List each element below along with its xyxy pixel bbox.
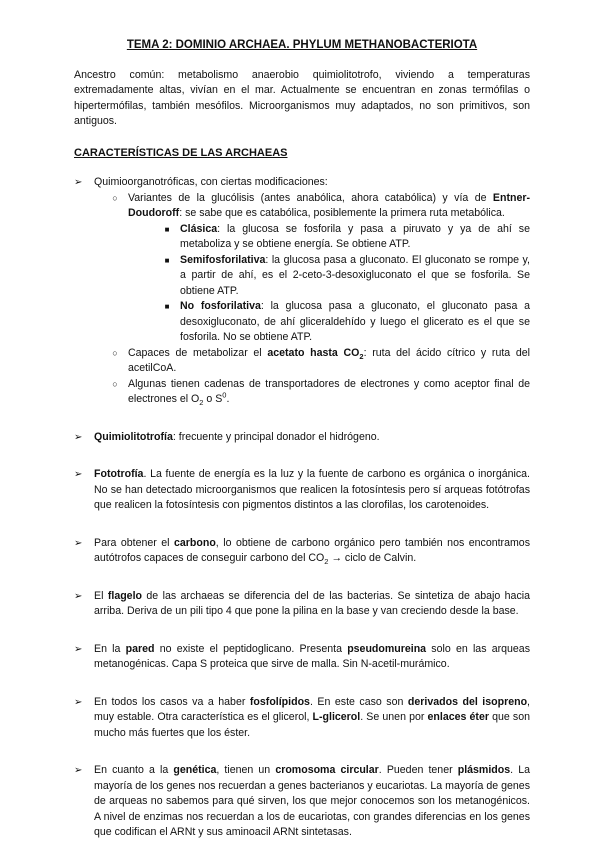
sub-list-item-text: Algunas tienen cadenas de transportadores de electrones y como aceptor final de electrones el $O_2$ o $S^0$. [128,377,530,408]
list-item [74,430,530,446]
hollow-circle-bullet-icon: ○ [112,192,118,203]
sub-list-item [94,346,530,377]
arrowhead-bullet-icon: ➢ [74,177,83,188]
filled-square-bullet-icon: ■ [164,224,170,234]
list-item-text: El flagelo de las archaeas se diferencia del de las bacterias. Se sintetiza de abajo hacia arriba. Deriva de un pili tipo 4 que pone la pilina en la base y van creciendo desde la base. [94,589,530,617]
section-heading: CARACTERÍSTICAS DE LAS ARCHAEAS [74,146,288,159]
list-item [74,175,530,191]
arrowhead-bullet-icon: ➢ [74,431,83,443]
arrowhead-bullet-icon: ➢ [74,537,83,549]
arrowhead-bullet-icon: ➢ [74,696,83,708]
list-item-text: En todos los casos va a haber fosfolípidos. En este caso son derivados del isopreno, muy estable. Otra característica es el glicerol, L-glicerol. Se unen por enlaces éter que son mucho más fuertes que los éster. [94,695,530,739]
list-item [74,763,530,841]
sub-sub-list-item [154,253,530,300]
arrowhead-bullet-icon: ➢ [74,590,83,602]
sub-sub-list-item-text: Semifosforilativa: la glucosa pasa a gluconato. El gluconato se rompe y, a partir de ahí, es el 2-ceto-3-desoxigluconato el que se fosforila. Se obtiene ATP. [180,253,530,297]
list-item-text: Para obtener el carbono, lo obtiene de carbono orgánico pero también nos encontramos autótrofos capaces de conseguir carbono del $CO_2$ → ciclo de Calvin. [94,536,530,567]
list-item [74,695,530,742]
sub-sub-list-item [154,299,530,346]
sub-sub-list-item-text: Clásica: la glucosa se fosforila y pasa a piruvato y ya de ahí se metaboliza y se obtiene energía. Se obtiene ATP. [180,222,530,250]
list-item [74,467,530,514]
list-item [74,536,530,567]
sub-list-item-text: Variantes de la glucólisis (antes anabólica, ahora catabólica) y vía de Entner-Doudoroff: se sabe que es catabólica, posiblemente la primera ruta metabólica. [128,191,530,219]
page-title: TEMA 2: DOMINIO ARCHAEA. PHYLUM METHANOBACTERIOTA [126,39,478,51]
filled-square-bullet-icon: ■ [164,302,170,311]
sub-sub-list-item [154,222,530,253]
list-item-text: Fototrofía. La fuente de energía es la luz y la fuente de carbono es orgánica o inorgánica. No se han detectado microorganismos que realicen la fotosíntesis pero sí arqueas fotótrofas que realicen la fotosíntesis con pigmentos distintos a las clorofilas, los carotenoides. [94,468,530,511]
list-item-text: Quimioorganotróficas, con ciertas modificaciones: [94,176,328,188]
list-item-text: En cuanto a la genética, tienen un cromosoma circular. Pueden tener plásmidos. La mayoría de los genes nos recuerdan a genes bacterianos y eucariotas. La mayoría de genes de arqueas no sabemos para qué sirven, los que mejor conocemos son los metanogénicos. A nivel de enzimas nos recuerdan a los de eucariotas, con grandes diferencias en los genes que codifican el ARNt y sus aminoacil ARNt sintetasas. [94,764,530,838]
sub-list-item-text: Capaces de metabolizar el acetato hasta $CO_2$: ruta del ácido cítrico y ruta del acetilCoA. [128,346,531,374]
arrowhead-bullet-icon: ➢ [74,469,83,480]
sub-sub-list-item-text: No fosforilativa: la glucosa pasa a gluconato, el gluconato pasa a desoxigluconato, de ahí gliceraldehído y luego el glicerato es el que se fosforila. No se obtiene ATP. [180,300,530,343]
sub-list-item [94,377,530,408]
hollow-circle-bullet-icon: ○ [112,347,118,358]
hollow-circle-bullet-icon: ○ [112,378,118,389]
list-item-text: Quimiolitotrofía: frecuente y principal donador el hidrógeno. [94,430,380,443]
filled-square-bullet-icon: ■ [164,255,170,265]
arrowhead-bullet-icon: ➢ [74,643,83,655]
list-item [74,589,530,620]
intro-paragraph: Ancestro común: metabolismo anaerobio quimiolitotrofo, viviendo a temperaturas extremadamente altas, vivían en el mar. Actualmente se encuentran en zonas termófilas o hipertermófilas, también mesófilos. Microorganismos muy adaptados, no son primitivos, son antiguos. [74,68,530,127]
list-item-text: En la pared no existe el peptidoglicano. Presenta pseudomureina solo en las arqueas metanogénicas. Capa S proteica que sirve de malla. Sin N-acetil-murámico. [94,642,530,670]
arrowhead-bullet-icon: ➢ [74,765,83,776]
sub-list-item [94,191,530,222]
list-item [74,642,530,673]
